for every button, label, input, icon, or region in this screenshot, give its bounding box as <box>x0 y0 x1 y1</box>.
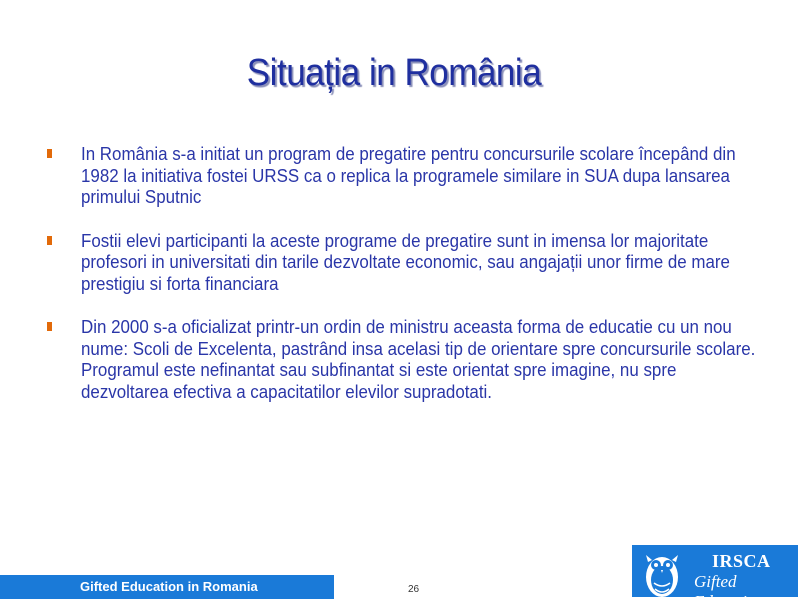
bullet-item <box>42 317 762 403</box>
slide-title: Situația in România <box>246 52 542 94</box>
bullet-item <box>42 231 762 296</box>
bullet-item <box>42 144 762 209</box>
irsca-logo <box>632 545 798 611</box>
footer-label: Gifted Education in Romania <box>80 579 258 594</box>
bullet-list <box>42 144 762 425</box>
bullet-text: In România s-a initiat un program de pregatire pentru concursurile scolare începând din 1982 la initiativa fostei URSS ca o replica la programele similare in SUA dupa lansarea primului Sputnic <box>81 144 736 207</box>
bullet-marker-icon <box>47 149 52 158</box>
bullet-marker-icon <box>47 322 52 331</box>
logo-name: IRSCA <box>712 551 771 571</box>
bullet-text: Fostii elevi participanti la aceste programe de pregatire sunt in imensa lor majoritate profesori in universitati din tarile dezvoltate economic, sau angajații unor firme de mare prestigiu si forta financiara <box>81 230 730 294</box>
bullet-text: Din 2000 s-a oficializat printr-un ordin de ministru aceasta forma de educatie cu un nou nume: Scoli de Excelenta, pastrând insa acelasi tip de orientare spre concursurile scolare. Programul este nefinantat sau subfinantat si este orientat spre imagine, nu spre dezvoltarea efectiva a capacitatilor elevilor supradotati. <box>81 317 756 402</box>
logo-tagline: Gifted Education <box>694 572 764 611</box>
bullet-marker-icon <box>47 236 52 245</box>
footer-bar <box>0 575 334 599</box>
page-number: 26 <box>408 584 420 595</box>
